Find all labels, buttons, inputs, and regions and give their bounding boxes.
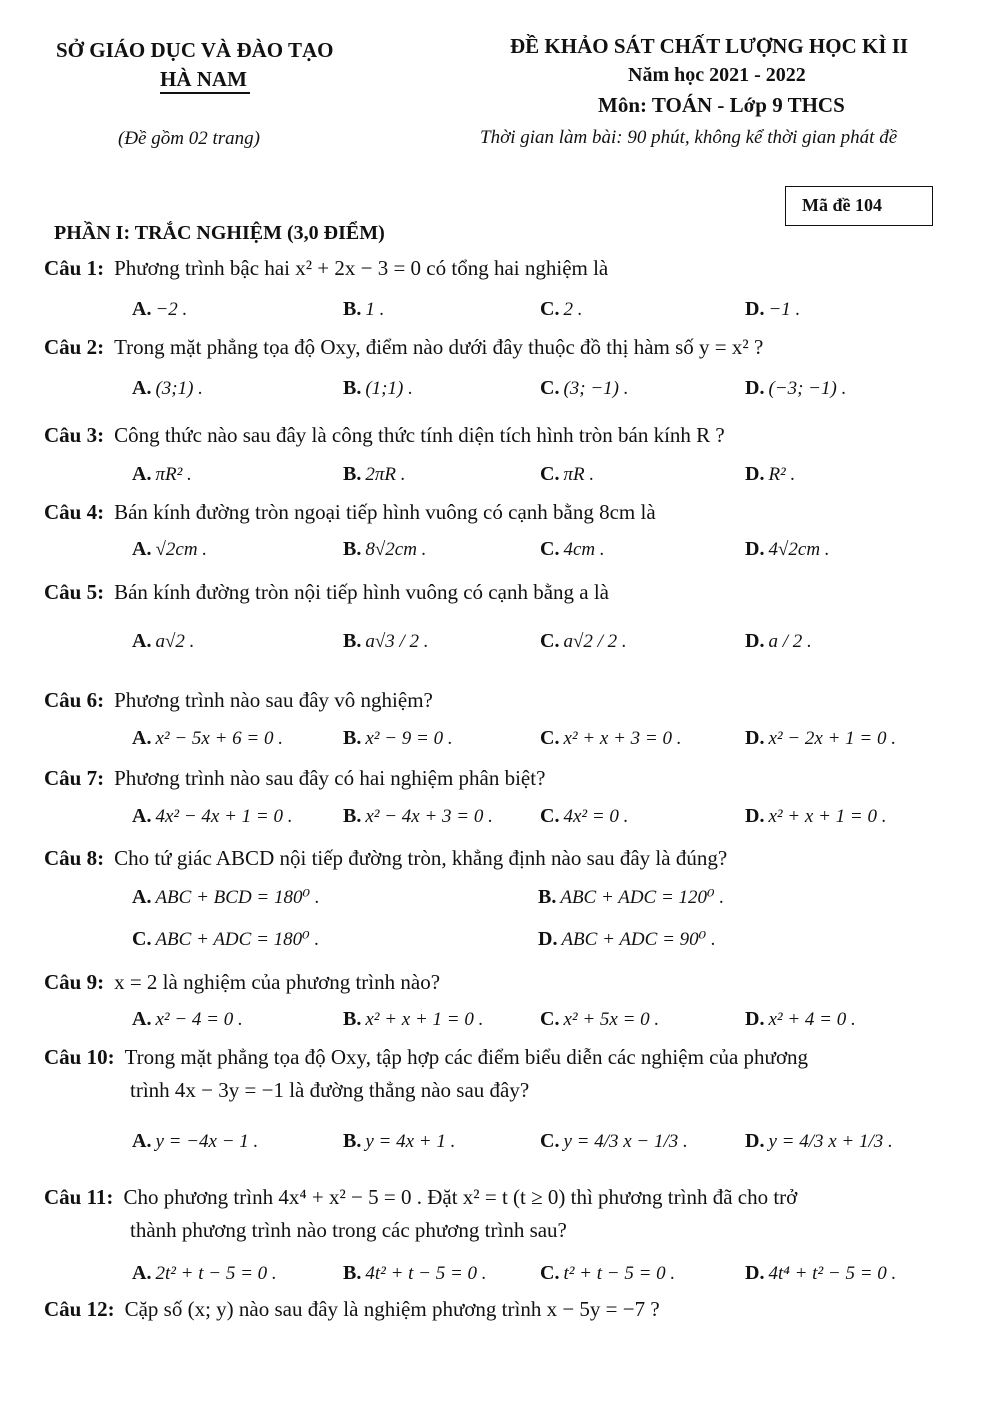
question-text-continued: thành phương trình nào trong các phương trình sau? <box>130 1218 567 1242</box>
question-text: Cho tứ giác ABCD nội tiếp đường tròn, khẳng định nào sau đây là đúng? <box>114 846 728 870</box>
question-text: Cặp số (x; y) nào sau đây là nghiệm phương trình x − 5y = −7 ? <box>124 1297 660 1321</box>
option-value: R² . <box>768 464 796 485</box>
answer-option[interactable] <box>132 1262 277 1285</box>
answer-option[interactable] <box>132 886 320 909</box>
answer-option[interactable] <box>538 886 724 909</box>
question-number: Câu 8: <box>44 846 105 870</box>
time-note: Thời gian làm bài: 90 phút, không kể thời gian phát đề <box>480 127 898 148</box>
answer-option[interactable] <box>538 928 716 951</box>
question-text: Trong mặt phẳng tọa độ Oxy, tập hợp các điểm biểu diễn các nghiệm của phương <box>124 1045 809 1069</box>
answer-option[interactable] <box>745 298 800 321</box>
question-text-continued: trình 4x − 3y = −1 là đường thẳng nào sau đây? <box>130 1078 530 1102</box>
option-value: x² − 4 = 0 . <box>155 1009 243 1030</box>
option-value: x² + 5x = 0 . <box>563 1009 660 1030</box>
option-value: 2t² + t − 5 = 0 . <box>155 1263 277 1284</box>
option-label: C. <box>540 298 560 320</box>
question-number: Câu 3: <box>44 423 105 447</box>
option-value: 2πR . <box>365 464 406 485</box>
option-label: D. <box>745 727 765 749</box>
answer-option[interactable] <box>540 1130 688 1153</box>
answer-option[interactable] <box>343 377 413 400</box>
option-value: ABC + BCD = 180⁰ . <box>155 887 320 908</box>
option-value: y = 4/3 x − 1/3 . <box>563 1131 688 1152</box>
option-label: C. <box>540 630 560 652</box>
option-value: x² − 4x + 3 = 0 . <box>365 806 493 827</box>
answer-option[interactable] <box>132 538 207 561</box>
option-label: D. <box>745 630 765 652</box>
answer-option[interactable] <box>343 727 453 750</box>
question-text: Cho phương trình 4x⁴ + x² − 5 = 0 . Đặt x² = t (t ≥ 0) thì phương trình đã cho trở <box>123 1185 798 1209</box>
answer-option[interactable] <box>343 538 426 561</box>
option-label: C. <box>540 377 560 399</box>
option-label: A. <box>132 1262 152 1284</box>
question-11 <box>44 1185 797 1210</box>
answer-option[interactable] <box>132 1008 243 1031</box>
option-value: ABC + ADC = 180⁰ . <box>155 929 320 950</box>
question-6 <box>44 688 433 713</box>
option-label: A. <box>132 1008 152 1030</box>
answer-option[interactable] <box>745 1130 893 1153</box>
option-label: D. <box>745 298 765 320</box>
answer-option[interactable] <box>343 463 405 486</box>
question-text: Phương trình bậc hai x² + 2x − 3 = 0 có tổng hai nghiệm là <box>114 256 609 280</box>
question-number: Câu 12: <box>44 1297 115 1321</box>
option-label: D. <box>745 805 765 827</box>
question-4 <box>44 500 656 525</box>
option-label: B. <box>538 886 557 908</box>
option-value: (−3; −1) . <box>768 378 847 399</box>
option-value: 2 . <box>563 299 583 320</box>
question-2 <box>44 335 763 360</box>
question-text: x = 2 là nghiệm của phương trình nào? <box>114 970 441 994</box>
answer-option[interactable] <box>540 538 605 561</box>
option-label: D. <box>538 928 558 950</box>
province-underline <box>160 92 250 94</box>
option-value: (3; −1) . <box>563 378 629 399</box>
option-label: A. <box>132 727 152 749</box>
option-value: −2 . <box>155 299 188 320</box>
option-value: 4t⁴ + t² − 5 = 0 . <box>768 1263 897 1284</box>
answer-option[interactable] <box>745 1262 896 1285</box>
option-value: 4√2cm . <box>768 539 830 560</box>
option-value: πR . <box>563 464 595 485</box>
option-value: t² + t − 5 = 0 . <box>563 1263 676 1284</box>
answer-option[interactable] <box>343 1130 455 1153</box>
option-label: A. <box>132 1130 152 1152</box>
option-value: 4x² = 0 . <box>563 806 629 827</box>
answer-option[interactable] <box>540 630 627 653</box>
answer-option[interactable] <box>132 928 319 951</box>
option-label: B. <box>343 805 362 827</box>
option-value: x² − 2x + 1 = 0 . <box>768 728 896 749</box>
question-text: Phương trình nào sau đây có hai nghiệm phân biệt? <box>114 766 546 790</box>
option-label: B. <box>343 538 362 560</box>
option-value: y = 4x + 1 . <box>365 1131 456 1152</box>
option-label: C. <box>540 805 560 827</box>
answer-option[interactable] <box>540 805 628 828</box>
answer-option[interactable] <box>343 1262 487 1285</box>
answer-option[interactable] <box>540 463 594 486</box>
question-3 <box>44 423 725 448</box>
answer-option[interactable] <box>540 1008 659 1031</box>
question-number: Câu 4: <box>44 500 105 524</box>
answer-option[interactable] <box>745 805 886 828</box>
option-label: C. <box>540 1008 560 1030</box>
option-label: D. <box>745 538 765 560</box>
option-value: a√2 / 2 . <box>563 631 627 652</box>
answer-option[interactable] <box>343 1008 483 1031</box>
option-label: C. <box>540 1130 560 1152</box>
answer-option[interactable] <box>132 463 192 486</box>
question-1 <box>44 256 608 281</box>
question-number: Câu 2: <box>44 335 105 359</box>
option-label: B. <box>343 1130 362 1152</box>
option-value: a√3 / 2 . <box>365 631 429 652</box>
option-value: x² + 4 = 0 . <box>768 1009 856 1030</box>
subject: Môn: TOÁN - Lớp 9 THCS <box>598 93 845 117</box>
question-9 <box>44 970 440 995</box>
answer-option[interactable] <box>540 727 681 750</box>
question-5 <box>44 580 609 605</box>
question-text: Công thức nào sau đây là công thức tính diện tích hình tròn bán kính R ? <box>114 423 725 447</box>
option-value: x² − 5x + 6 = 0 . <box>155 728 283 749</box>
option-label: A. <box>132 805 152 827</box>
answer-option[interactable] <box>132 630 194 653</box>
option-label: C. <box>540 538 560 560</box>
answer-option[interactable] <box>745 463 795 486</box>
option-label: B. <box>343 1262 362 1284</box>
option-value: x² − 9 = 0 . <box>365 728 453 749</box>
option-value: 4x² − 4x + 1 = 0 . <box>155 806 293 827</box>
option-value: y = 4/3 x + 1/3 . <box>768 1131 893 1152</box>
option-label: B. <box>343 727 362 749</box>
answer-option[interactable] <box>132 1130 258 1153</box>
option-label: A. <box>132 886 152 908</box>
school-year: Năm học 2021 - 2022 <box>628 64 806 86</box>
option-label: C. <box>540 1262 560 1284</box>
option-value: a / 2 . <box>768 631 812 652</box>
answer-option[interactable] <box>132 805 292 828</box>
option-label: A. <box>132 630 152 652</box>
answer-option[interactable] <box>745 630 812 653</box>
option-value: ABC + ADC = 90⁰ . <box>561 929 716 950</box>
question-number: Câu 10: <box>44 1045 115 1069</box>
option-value: 1 . <box>365 299 385 320</box>
answer-option[interactable] <box>343 805 493 828</box>
option-value: √2cm . <box>155 539 208 560</box>
question-number: Câu 6: <box>44 688 105 712</box>
answer-option[interactable] <box>540 1262 675 1285</box>
answer-option[interactable] <box>745 538 830 561</box>
answer-option[interactable] <box>745 377 846 400</box>
option-value: 8√2cm . <box>365 539 427 560</box>
question-12 <box>44 1297 660 1322</box>
option-value: ABC + ADC = 120⁰ . <box>560 887 725 908</box>
question-number: Câu 1: <box>44 256 105 280</box>
option-label: A. <box>132 538 152 560</box>
answer-option[interactable] <box>540 298 582 321</box>
option-value: x² + x + 3 = 0 . <box>563 728 682 749</box>
question-number: Câu 7: <box>44 766 105 790</box>
exam-code: Mã đề 104 <box>802 195 882 215</box>
option-label: D. <box>745 377 765 399</box>
option-value: 4t² + t − 5 = 0 . <box>365 1263 487 1284</box>
answer-option[interactable] <box>745 1008 856 1031</box>
option-label: D. <box>745 1008 765 1030</box>
answer-option[interactable] <box>343 298 384 321</box>
question-number: Câu 11: <box>44 1185 114 1209</box>
question-10 <box>44 1045 808 1070</box>
option-label: A. <box>132 377 152 399</box>
option-value: −1 . <box>768 299 801 320</box>
option-label: B. <box>343 630 362 652</box>
option-label: D. <box>745 463 765 485</box>
option-label: D. <box>745 1130 765 1152</box>
answer-option[interactable] <box>540 377 629 400</box>
answer-option[interactable] <box>132 727 283 750</box>
question-number: Câu 5: <box>44 580 105 604</box>
option-label: B. <box>343 463 362 485</box>
option-label: B. <box>343 298 362 320</box>
question-text: Phương trình nào sau đây vô nghiệm? <box>114 688 433 712</box>
option-label: D. <box>745 1262 765 1284</box>
option-value: πR² . <box>155 464 192 485</box>
exam-title: ĐỀ KHẢO SÁT CHẤT LƯỢNG HỌC KÌ II <box>510 34 909 58</box>
option-label: B. <box>343 1008 362 1030</box>
option-value: x² + x + 1 = 0 . <box>365 1009 484 1030</box>
question-text: Bán kính đường tròn nội tiếp hình vuông có cạnh bằng a là <box>114 580 609 604</box>
province-name: HÀ NAM <box>160 67 247 91</box>
answer-option[interactable] <box>745 727 896 750</box>
question-7 <box>44 766 545 791</box>
option-label: B. <box>343 377 362 399</box>
option-value: y = −4x − 1 . <box>155 1131 259 1152</box>
answer-option[interactable] <box>132 298 187 321</box>
question-text: Trong mặt phẳng tọa độ Oxy, điểm nào dưới đây thuộc đồ thị hàm số y = x² ? <box>114 335 764 359</box>
option-value: x² + x + 1 = 0 . <box>768 806 887 827</box>
option-label: C. <box>540 463 560 485</box>
option-value: (1;1) . <box>365 378 413 399</box>
option-label: A. <box>132 463 152 485</box>
question-text: Bán kính đường tròn ngoại tiếp hình vuông có cạnh bằng 8cm là <box>114 500 656 524</box>
question-8 <box>44 846 727 871</box>
page-count-note: (Đề gồm 02 trang) <box>118 128 260 149</box>
department-name: SỞ GIÁO DỤC VÀ ĐÀO TẠO <box>56 38 334 62</box>
answer-option[interactable] <box>343 630 429 653</box>
option-label: C. <box>540 727 560 749</box>
option-value: a√2 . <box>155 631 195 652</box>
option-label: C. <box>132 928 152 950</box>
section-title: PHẦN I: TRẮC NGHIỆM (3,0 ĐIỂM) <box>54 222 385 244</box>
question-number: Câu 9: <box>44 970 105 994</box>
answer-option[interactable] <box>132 377 203 400</box>
option-value: 4cm . <box>563 539 605 560</box>
option-label: A. <box>132 298 152 320</box>
option-value: (3;1) . <box>155 378 203 399</box>
